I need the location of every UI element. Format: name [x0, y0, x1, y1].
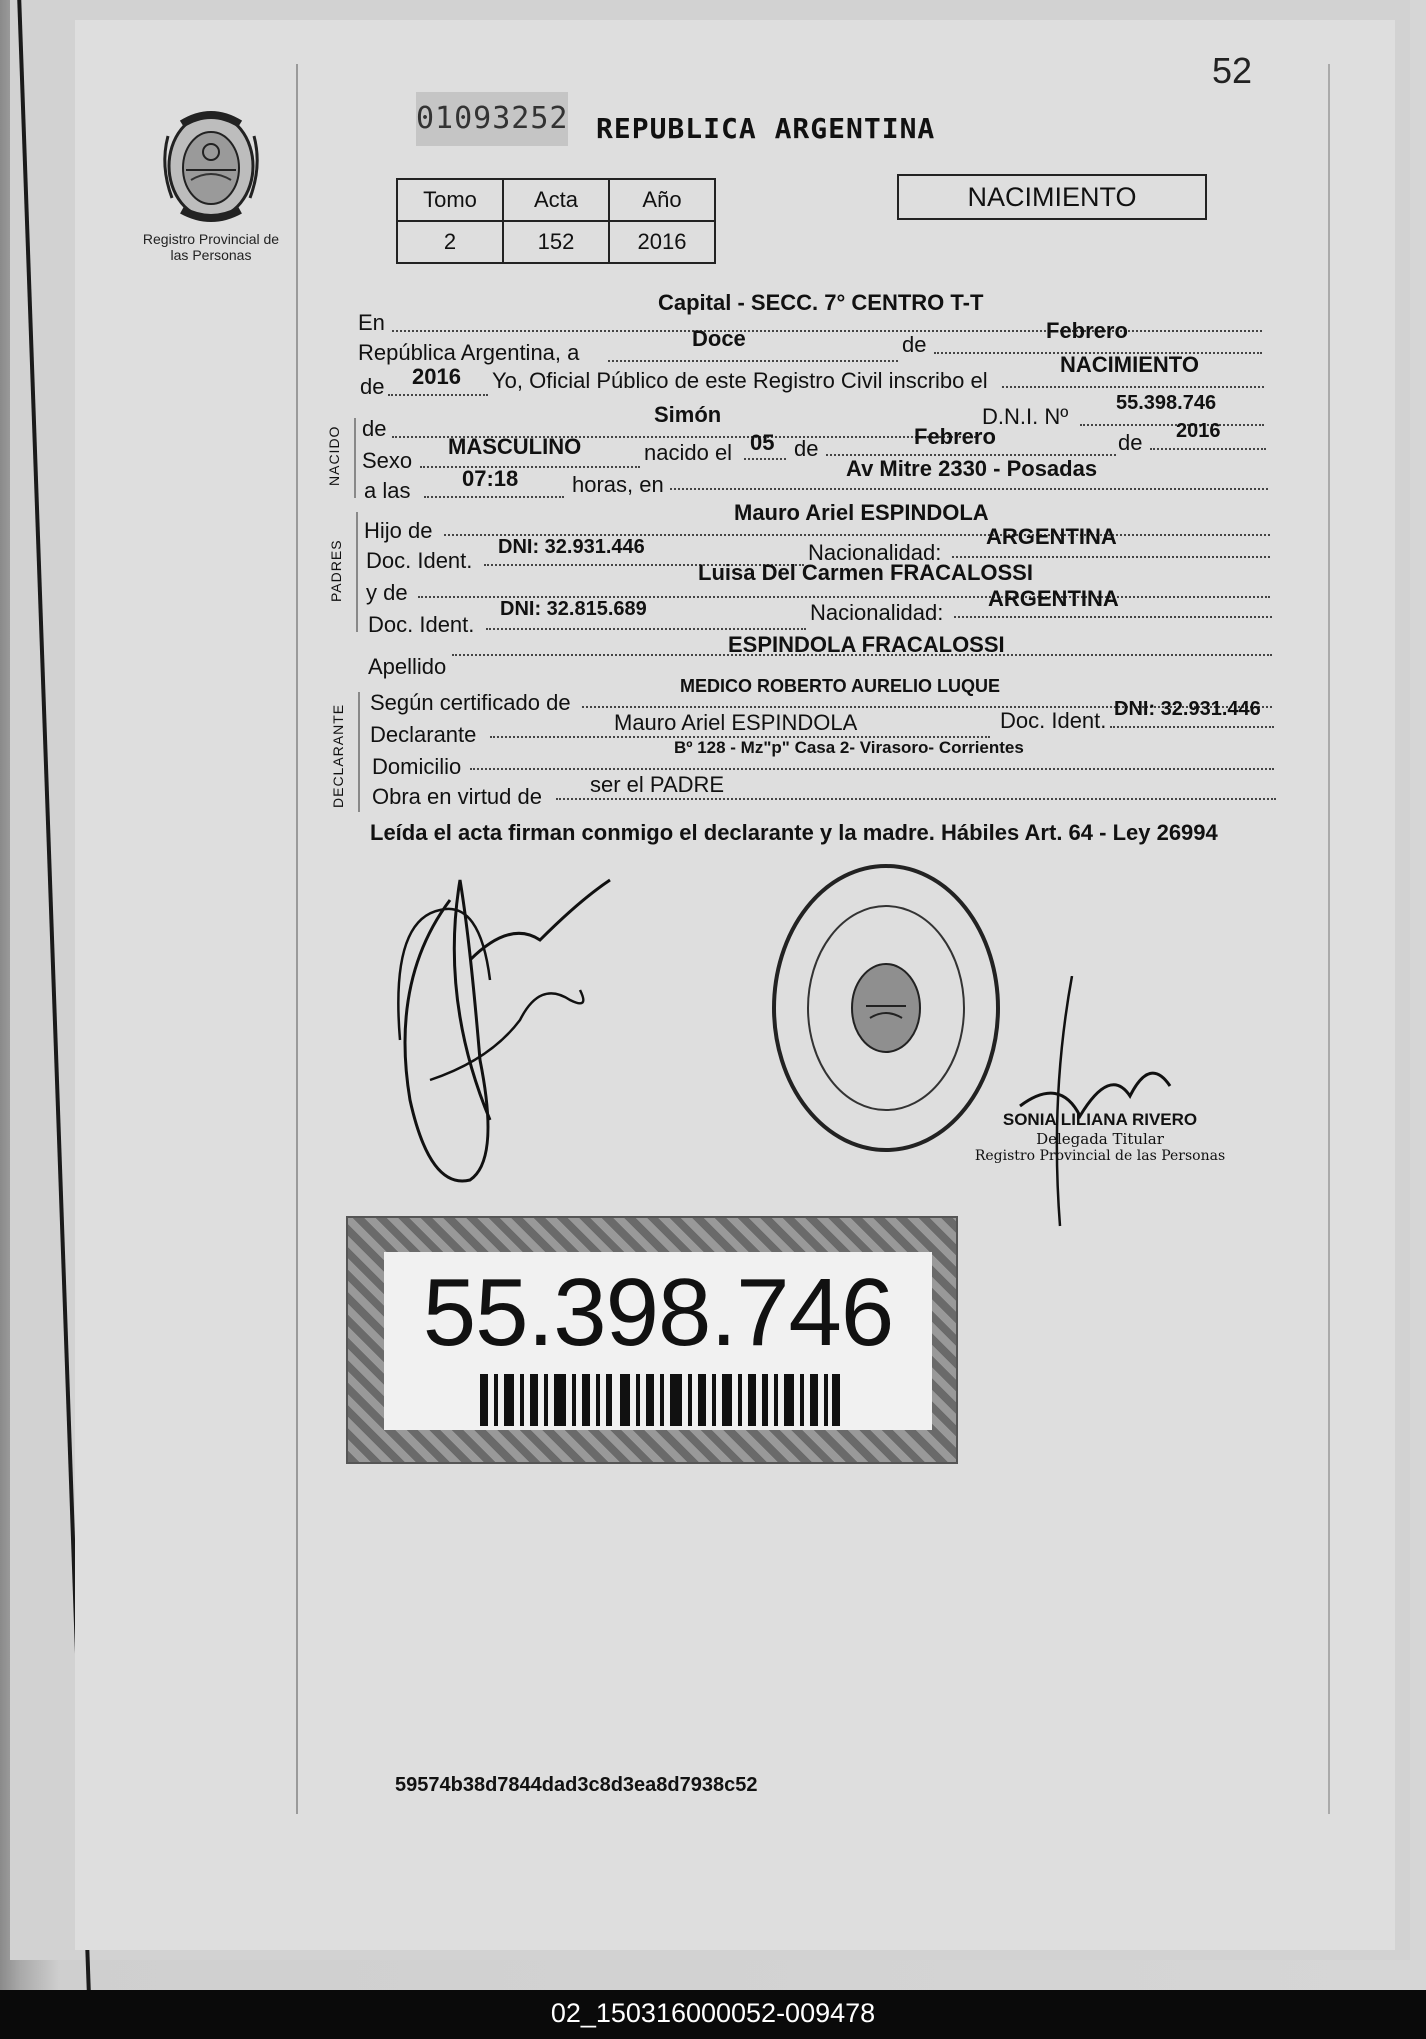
value-declarant-doc: DNI: 32.931.446 [1114, 698, 1261, 720]
dotline [670, 488, 1268, 490]
value-sex: MASCULINO [448, 434, 582, 459]
label-declarante: Declarante [370, 722, 477, 747]
label-yde: y de [366, 580, 408, 605]
country-heading: REPUBLICA ARGENTINA [596, 112, 936, 145]
label-de-month: de [902, 332, 927, 357]
value-year: 2016 [412, 364, 461, 389]
value-anio: 2016 [609, 221, 715, 263]
dotline [388, 394, 488, 396]
act-type-box: NACIMIENTO [897, 174, 1207, 220]
dotline [392, 330, 1262, 332]
value-address: Bº 128 - Mz"p" Casa 2- Virasoro- Corrientes [674, 738, 1024, 757]
side-label-padres: PADRES [328, 539, 344, 602]
label-doc-declarant: Doc. Ident. [1000, 708, 1107, 733]
dotline [470, 768, 1274, 770]
value-certificate: MEDICO ROBERTO AURELIO LUQUE [680, 676, 1001, 696]
value-father: Mauro Ariel ESPINDOLA [734, 500, 989, 525]
value-place: Capital - SECC. 7° CENTRO T-T [658, 290, 984, 315]
dotline [608, 360, 898, 362]
value-mother: Luisa Del Carmen FRACALOSSI [698, 560, 1033, 585]
side-label-declarante: DECLARANTE [330, 703, 346, 808]
value-mother-doc: DNI: 32.815.689 [500, 598, 647, 620]
value-mother-nat: ARGENTINA [988, 586, 1119, 611]
value-birth-month: Febrero [914, 424, 996, 449]
dotline [744, 458, 786, 460]
closing-statement: Leída el acta firman conmigo el declarante y la madre. Hábiles Art. 64 - Ley 26994 [370, 820, 1218, 845]
value-birth-day: 05 [750, 430, 775, 455]
dotline [952, 556, 1270, 558]
declarant-signature [370, 860, 630, 1220]
header-acta: Acta [503, 179, 609, 221]
label-face [384, 1252, 932, 1430]
label-nacido: nacido el [644, 440, 733, 465]
value-capacity: ser el PADRE [590, 772, 725, 797]
side-divider [358, 692, 360, 812]
header-anio: Año [609, 179, 715, 221]
dotline [954, 616, 1272, 618]
value-surname: ESPINDOLA FRACALOSSI [728, 632, 1005, 657]
label-republica: República Argentina, a [358, 340, 580, 365]
label-nac-father: Nacionalidad: [808, 540, 942, 565]
official-signature-block [950, 1110, 1250, 1164]
label-doc-father: Doc. Ident. [366, 548, 473, 573]
value-tomo: 2 [397, 221, 503, 263]
security-label [346, 1216, 958, 1464]
province-logo [136, 106, 286, 276]
label-oficial: Yo, Oficial Público de este Registro Civil inscribo el [492, 368, 988, 393]
value-month: Febrero [1046, 318, 1128, 343]
official-title: Delegada Titular [1036, 1130, 1164, 1148]
dotline [420, 466, 640, 468]
header-tomo: Tomo [397, 179, 503, 221]
document-hash: 59574b38d7844dad3c8d3ea8d7938c52 [395, 1774, 758, 1796]
label-nac-mother: Nacionalidad: [810, 600, 944, 625]
label-de-name: de [362, 416, 387, 441]
value-declarant: Mauro Ariel ESPINDOLA [614, 710, 858, 735]
value-birth-place: Av Mitre 2330 - Posadas [846, 456, 1098, 481]
label-domicilio: Domicilio [372, 754, 462, 779]
official-registry: Registro Provincial de las Personas [974, 1148, 1226, 1164]
serial-number: 01093252 [416, 92, 568, 146]
label-segun: Según certificado de [370, 690, 571, 715]
dotline [1002, 386, 1264, 388]
official-signature [1000, 976, 1200, 1236]
value-birth-year: 2016 [1176, 420, 1221, 442]
side-divider [354, 418, 356, 498]
barcode-icon [480, 1374, 840, 1426]
label-alas: a las [364, 478, 411, 503]
value-day: Doce [692, 326, 746, 351]
value-dni: 55.398.746 [1116, 392, 1217, 414]
label-dni: D.N.I. Nº [982, 404, 1069, 429]
side-divider [356, 512, 358, 632]
label-en: En [358, 310, 385, 335]
label-obra: Obra en virtud de [372, 784, 542, 809]
dotline [486, 628, 806, 630]
registry-caption: Registro Provincial de las Personas [142, 231, 280, 263]
label-de-birth-year: de [1118, 430, 1143, 455]
label-de-birth-month: de [794, 436, 819, 461]
label-horas: horas, en [572, 472, 664, 497]
coat-of-arms-icon [156, 106, 266, 226]
value-act-kind: NACIMIENTO [1060, 352, 1199, 377]
page-number: 52 [1212, 50, 1253, 91]
file-id-bar: 02_150316000052-009478 [0, 1990, 1426, 2039]
dotline [556, 798, 1276, 800]
dotline [1080, 424, 1264, 426]
dotline [424, 496, 564, 498]
side-label-nacido: NACIDO [326, 425, 342, 486]
label-number: 55.398.746 [422, 1259, 894, 1366]
value-time: 07:18 [462, 466, 519, 491]
value-father-nat: ARGENTINA [986, 524, 1117, 549]
dotline [1150, 448, 1266, 450]
label-apellido: Apellido [368, 654, 447, 679]
label-hijo: Hijo de [364, 518, 433, 543]
value-acta: 152 [503, 221, 609, 263]
dotline [1110, 726, 1274, 728]
label-de-year: de [360, 374, 385, 399]
value-father-doc: DNI: 32.931.446 [498, 536, 645, 558]
label-doc-mother: Doc. Ident. [368, 612, 475, 637]
official-name: SONIA LILIANA RIVERO [1002, 1110, 1198, 1129]
label-sexo: Sexo [362, 448, 413, 473]
value-name: Simón [654, 402, 722, 427]
